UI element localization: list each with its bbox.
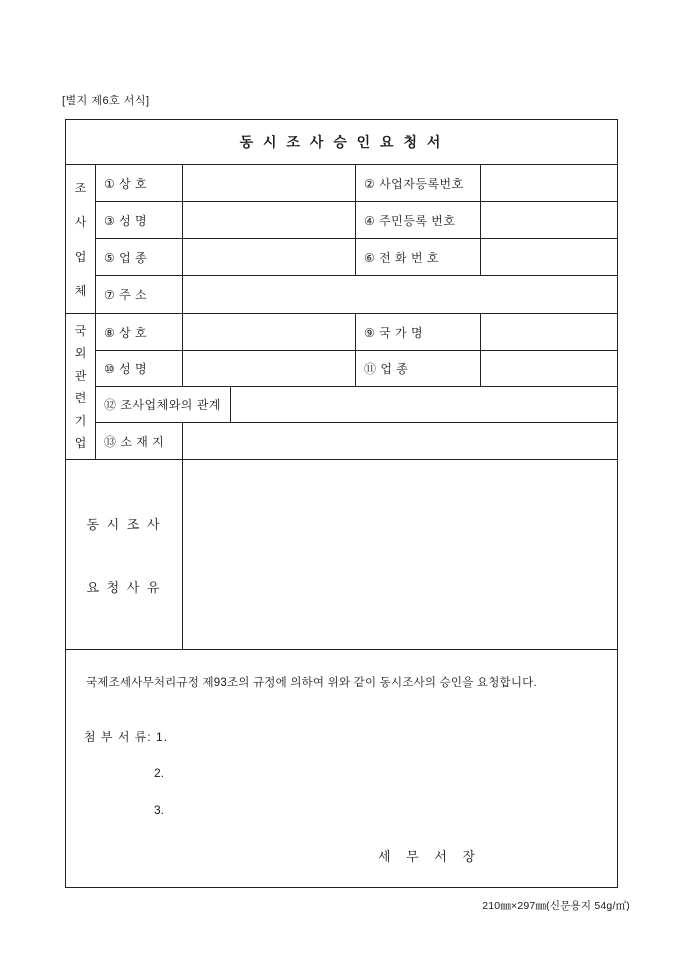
vertical-char: 조 <box>74 180 87 195</box>
table-row <box>96 202 617 239</box>
form-title: 동 시 조 사 승 인 요 청 서 <box>66 120 617 165</box>
company-business-type-label: ⑤ 업 종 <box>96 239 183 275</box>
resident-reg-number-value[interactable] <box>481 202 617 238</box>
foreign-company-section <box>66 314 617 460</box>
location-label: ⑬ 소 재 지 <box>96 423 183 459</box>
country-name-label: ⑨ 국 가 명 <box>356 314 481 350</box>
paper-size-note: 210㎜×297㎜(신문용지 54g/㎡) <box>482 900 630 912</box>
company-address-value[interactable] <box>183 276 617 313</box>
vertical-char: 외 <box>74 346 87 361</box>
resident-reg-number-label: ④ 주민등록 번호 <box>356 202 481 238</box>
company-section <box>66 165 617 314</box>
business-reg-number-value[interactable] <box>481 165 617 201</box>
foreign-business-type-value[interactable] <box>481 351 617 386</box>
table-row <box>96 314 617 351</box>
phone-number-label: ⑥ 전 화 번 호 <box>356 239 481 275</box>
company-name-label: ③ 성 명 <box>96 202 183 238</box>
relationship-label: ⑫ 조사업체와의 관계 <box>96 387 231 422</box>
company-trade-name-value[interactable] <box>183 165 356 201</box>
vertical-char: 체 <box>74 284 87 299</box>
form-number-tag: [별지 제6호 서식] <box>62 95 150 107</box>
vertical-char: 기 <box>74 413 87 428</box>
foreign-business-type-label: ⑪ 업 종 <box>356 351 481 386</box>
foreign-trade-name-label: ⑧ 상 호 <box>96 314 183 350</box>
reason-value[interactable] <box>183 460 617 649</box>
vertical-char: 련 <box>74 391 87 406</box>
company-name-value[interactable] <box>183 202 356 238</box>
country-name-value[interactable] <box>481 314 617 350</box>
business-reg-number-label: ② 사업자등록번호 <box>356 165 481 201</box>
table-row <box>96 387 617 423</box>
phone-number-value[interactable] <box>481 239 617 275</box>
foreign-trade-name-value[interactable] <box>183 314 356 350</box>
foreign-name-value[interactable] <box>183 351 356 386</box>
company-rows <box>96 165 617 313</box>
reason-label-line2: 요 청 사 유 <box>86 579 162 595</box>
table-row <box>96 239 617 276</box>
reason-label <box>66 460 183 649</box>
company-vertical-label <box>66 165 96 313</box>
table-row <box>96 276 617 313</box>
relationship-value[interactable] <box>231 387 617 422</box>
table-row <box>96 423 617 459</box>
attachment-item-3: 3. <box>154 803 165 817</box>
location-value[interactable] <box>183 423 617 459</box>
reason-section <box>66 460 617 650</box>
vertical-char: 관 <box>74 368 87 383</box>
attachments-label: 첨 부 서 류: 1. <box>84 730 169 744</box>
vertical-char: 업 <box>74 436 87 451</box>
vertical-char: 사 <box>74 215 87 230</box>
declaration-text: 국제조세사무처리규정 제93조의 규정에 의하여 위와 같이 동시조사의 승인을 요청합니다. <box>86 677 537 689</box>
declaration-section <box>66 650 617 887</box>
table-row <box>96 351 617 387</box>
company-business-type-value[interactable] <box>183 239 356 275</box>
foreign-vertical-label <box>66 314 96 459</box>
form-table <box>65 119 618 888</box>
signature-text: 세 무 서 장 <box>378 849 482 864</box>
attachment-item-2: 2. <box>154 766 165 780</box>
foreign-name-label: ⑩ 성 명 <box>96 351 183 386</box>
company-trade-name-label: ① 상 호 <box>96 165 183 201</box>
table-row <box>96 165 617 202</box>
vertical-char: 업 <box>74 249 87 264</box>
company-address-label: ⑦ 주 소 <box>96 276 183 313</box>
reason-label-line1: 동 시 조 사 <box>86 516 162 532</box>
vertical-char: 국 <box>74 323 87 338</box>
foreign-rows <box>96 314 617 459</box>
